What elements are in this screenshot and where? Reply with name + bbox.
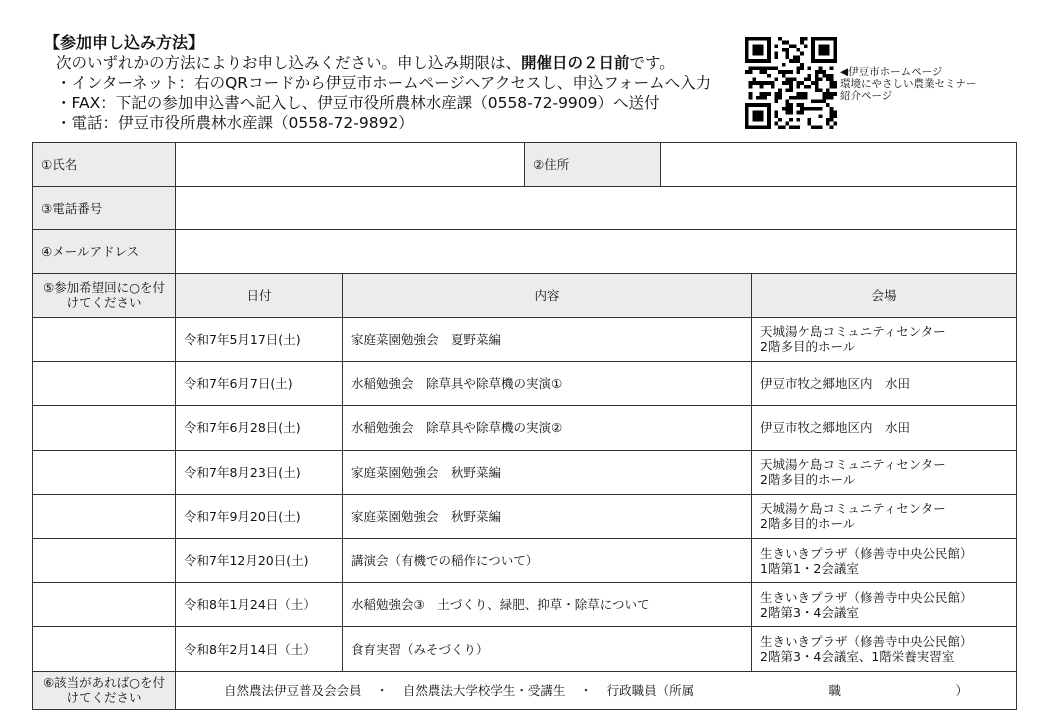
- phone-field[interactable]: [176, 187, 1017, 230]
- session-venue: 生きいきプラザ（修善寺中央公民館） 2階第3・4会議室: [752, 583, 1017, 627]
- instruction-phone: ・電話：伊豆市役所農林水産課（0558-72-9892）: [56, 114, 414, 132]
- session-date: 令和7年9月20日(土): [176, 494, 343, 538]
- session-content: 水稲勉強会③ 土づくり、緑肥、抑草・除草について: [343, 583, 752, 627]
- session-row: [33, 362, 1017, 406]
- session-date: 令和7年5月17日(土): [176, 317, 343, 361]
- session-check-cell[interactable]: [33, 406, 176, 450]
- deadline-emphasis: 開催日の２日前: [521, 54, 630, 72]
- session-row: [33, 317, 1017, 361]
- column-header-venue: 会場: [752, 273, 1017, 317]
- session-content: 食育実習（みそづくり）: [343, 627, 752, 671]
- qr-caption: ◀伊豆市ホームページ 環境にやさしい農業セミナー 紹介ページ: [840, 66, 977, 102]
- session-venue: 天城湯ケ島コミュニティセンター 2階多目的ホール: [752, 317, 1017, 361]
- name-label: ①氏名: [33, 143, 176, 187]
- application-form: [32, 142, 1017, 710]
- session-date: 令和8年1月24日（土）: [176, 583, 343, 627]
- affiliation-position: 職: [828, 682, 842, 698]
- column-header-content: 内容: [343, 273, 752, 317]
- session-venue: 生きいきプラザ（修善寺中央公民館） 1階第1・2会議室: [752, 538, 1017, 582]
- instruction-line-1: 次のいずれかの方法によりお申し込みください。申し込み期限は、開催日の２日前です。: [56, 54, 675, 72]
- session-venue: 伊豆市牧之郷地区内 水田: [752, 406, 1017, 450]
- session-date: 令和7年6月7日(土): [176, 362, 343, 406]
- session-content: 水稲勉強会 除草具や除草機の実演②: [343, 406, 752, 450]
- address-label: ②住所: [525, 143, 661, 187]
- session-date: 令和8年2月14日（土）: [176, 627, 343, 671]
- name-field[interactable]: [176, 143, 525, 187]
- session-row: [33, 583, 1017, 627]
- session-row: [33, 627, 1017, 671]
- session-row: [33, 538, 1017, 582]
- session-content: 家庭菜園勉強会 秋野菜編: [343, 494, 752, 538]
- session-date: 令和7年6月28日(土): [176, 406, 343, 450]
- session-check-cell[interactable]: [33, 317, 176, 361]
- session-row: [33, 450, 1017, 494]
- session-content: 家庭菜園勉強会 夏野菜編: [343, 317, 752, 361]
- affiliation-option-student[interactable]: 自然農法大学校学生・受講生: [402, 682, 566, 698]
- session-check-cell[interactable]: [33, 450, 176, 494]
- session-date: 令和7年12月20日(土): [176, 538, 343, 582]
- session-check-cell[interactable]: [33, 627, 176, 671]
- session-content: 家庭菜園勉強会 秋野菜編: [343, 450, 752, 494]
- session-row: [33, 406, 1017, 450]
- session-check-cell[interactable]: [33, 538, 176, 582]
- page-title: 【参加申し込み方法】: [44, 33, 205, 52]
- column-header-date: 日付: [176, 273, 343, 317]
- session-date: 令和7年8月23日(土): [176, 450, 343, 494]
- email-label: ④メールアドレス: [33, 230, 176, 273]
- session-venue: 天城湯ケ島コミュニティセンター 2階多目的ホール: [752, 450, 1017, 494]
- session-select-label: ⑤参加希望回に○を付けてください: [33, 273, 176, 317]
- session-check-cell[interactable]: [33, 583, 176, 627]
- affiliation-option-official[interactable]: 行政職員（所属: [606, 682, 695, 698]
- affiliation-option-member[interactable]: 自然農法伊豆普及会会員: [224, 682, 362, 698]
- session-content: 水稲勉強会 除草具や除草機の実演①: [343, 362, 752, 406]
- session-row: [33, 494, 1017, 538]
- session-content: 講演会（有機での稲作について）: [343, 538, 752, 582]
- session-venue: 伊豆市牧之郷地区内 水田: [752, 362, 1017, 406]
- qr-code-icon[interactable]: [745, 37, 837, 129]
- session-check-cell[interactable]: [33, 362, 176, 406]
- session-check-cell[interactable]: [33, 494, 176, 538]
- session-venue: 天城湯ケ島コミュニティセンター 2階多目的ホール: [752, 494, 1017, 538]
- instruction-fax: ・FAX：下記の参加申込書へ記入し、伊豆市役所農林水産課（0558-72-9909）へ送付: [56, 94, 660, 112]
- affiliation-options[interactable]: 自然農法伊豆普及会会員 ・ 自然農法大学校学生・受講生 ・ 行政職員（所属 職 ）: [176, 671, 1017, 709]
- instruction-internet: ・インターネット：右のQRコードから伊豆市ホームページへアクセスし、申込フォームへ入力: [56, 74, 712, 92]
- phone-label: ③電話番号: [33, 187, 176, 230]
- instructions: [56, 53, 711, 133]
- affiliation-label: ⑥該当があれば○を付けてください: [33, 671, 176, 709]
- session-venue: 生きいきプラザ（修善寺中央公民館） 2階第3・4会議室、1階栄養実習室: [752, 627, 1017, 671]
- address-field[interactable]: [661, 143, 1017, 187]
- email-field[interactable]: [176, 230, 1017, 273]
